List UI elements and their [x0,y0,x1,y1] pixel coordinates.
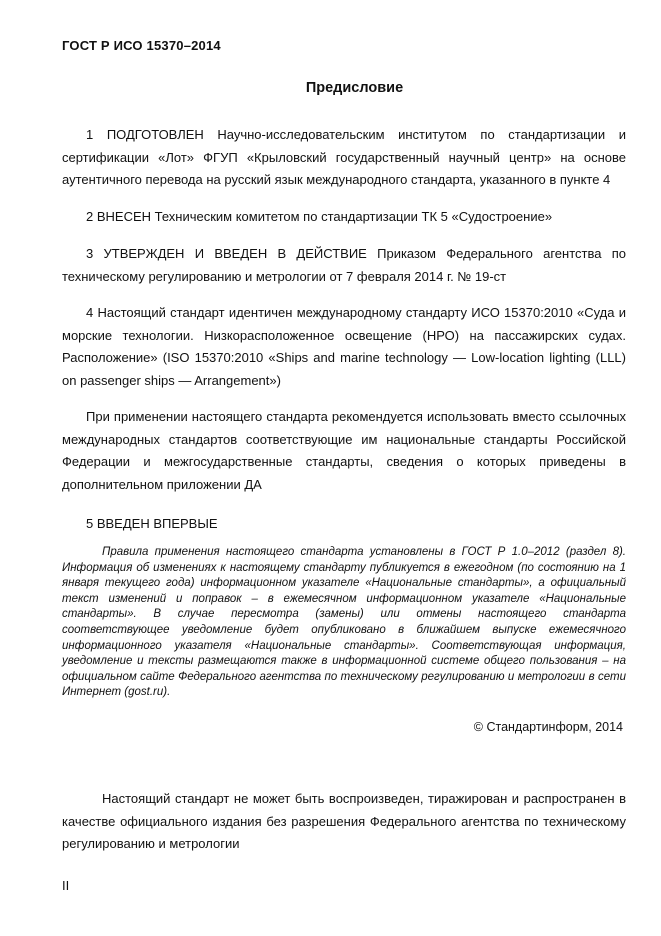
copyright-notice: © Стандартинформ, 2014 [473,720,623,734]
paragraph-4-identical: 4 Настоящий стандарт идентичен международному стандарту ИСО 15370:2010 «Суда и морские технологии. Низкорасположенное освещение (НРО) на пассажирских судах. Расположение» (ISO 15370:2010 «Ships and marine technology — Low-location lighting (LLL) on passenger ships — Arrangement») [62,305,626,388]
paragraph-2-introduced: 2 ВНЕСЕН Техническим комитетом по стандартизации ТК 5 «Судостроение» [86,209,553,224]
doc-code-header: ГОСТ Р ИСО 15370–2014 [62,38,221,53]
paragraph-3-approved: 3 УТВЕРЖДЕН И ВВЕДЕН В ДЕЙСТВИЕ Приказом Федерального агентства по техническому регулированию и метрологии от 7 февраля 2014 г. № 19-ст [62,246,626,284]
paragraph-5-first-introduced: 5 ВВЕДЕН ВПЕРВЫЕ [86,516,218,531]
page-title: Предисловие [305,80,404,96]
application-rules-note: Правила применения настоящего стандарта установлены в ГОСТ Р 1.0–2012 (раздел 8). Информация об изменениях к настоящему стандарту публикуется в ежегодном (по состоянию на 1 января текущего года) информационном указателе «Национальные стандарты», а официальный текст изменений и поправок – в ежемесячном информационном указателе «Национальные стандарты». В случае пересмотра (замены) или отмены настоящего стандарта соответствующее уведомление будет опубликовано в ближайшем выпуске ежемесячного информационного указателя «Национальные стандарты». Соответствующая информация, уведомление и тексты размещаются также в информационной системе общего пользования – на официальном сайте Федерального агентства по техническому регулированию и метрологии в сети Интернет (gost.ru). [62,546,626,699]
reproduction-notice: Настоящий стандарт не может быть воспроизведен, тиражирован и распространен в качестве официального издания без разрешения Федерального агентства по техническому регулированию и метрологии [62,791,626,851]
paragraph-1-prepared: 1 ПОДГОТОВЛЕН Научно-исследовательским институтом по стандартизации и сертификации «Лот» ФГУП «Крыловский государственный научный центр» на основе аутентичного перевода на русский язык международного стандарта, указанного в пункте 4 [62,127,626,187]
paragraph-reference-usage: При применении настоящего стандарта рекомендуется использовать вместо ссылочных международных стандартов соответствующие им национальные стандарты Российской Федерации и межгосударственные стандарты, сведения о которых приведены в дополнительном приложении ДА [62,409,626,492]
page-number: II [62,878,70,893]
